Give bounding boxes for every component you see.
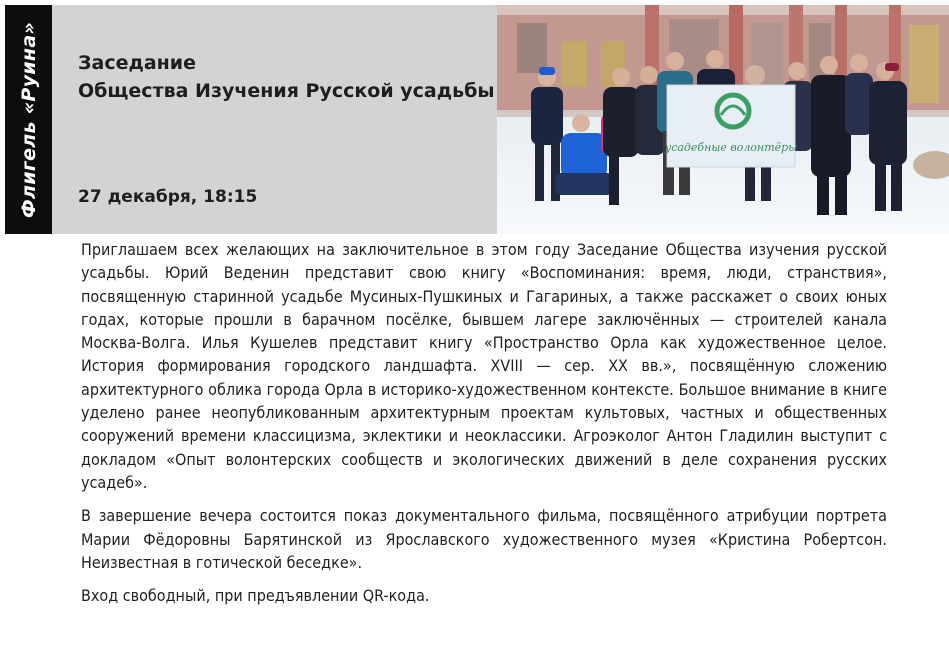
event-title-line2: Общества Изучения Русской усадьбы: [78, 80, 495, 102]
event-title-line1: Заседание: [78, 52, 196, 74]
description-paragraph-2: В завершение вечера состоится показ документального фильма, посвящённого атрибуции портрета Марии Фёдоровны Барятинской из Ярославского художественного музея «Кристина Робертсон. Неизвестная в готической беседке».: [81, 506, 887, 572]
admission-note: Вход свободный, при предъявлении QR-кода.: [81, 586, 430, 606]
banner-text: усадебные волонтёры: [664, 141, 798, 154]
event-date: 27 декабря, 18:15: [78, 187, 258, 207]
group-photo-illustration: [497, 5, 949, 234]
volunteer-banner: [664, 85, 797, 167]
event-header: [5, 5, 949, 234]
venue-label: Флигель «Руина»: [17, 21, 40, 218]
event-title: [78, 49, 495, 105]
description-paragraph-1: Приглашаем всех желающих на заключительное в этом году Заседание Общества изучения русской усадьбы. Юрий Веденин представит свою книгу «Воспоминания: время, люди, странствия», посвященную старинной усадьбе Мусиных-Пушкиных и Гагариных, а также расскажет о своих юных годах, которые прошли в барачном посёлке, бывшем лагере заключённых — строителей канала Москва-Волга. Илья Кушелев представит книгу «Пространство Орла как художественное целое. История формирования городского ландшафта. XVIII — сер. XX вв.», посвящённую сложению архитектурного облика города Орла в историко-художественном контексте. Большое внимание в книге уделено ранее неопубликованным архитектурным проектам культовых, частных и общественных сооружений времени классицизма, эклектики и неоклассики. Агроэколог Антон Гладилин выступит с докладом «Опыт волонтерских сообществ и экологических движений в деле сохранения русских усадеб».: [81, 240, 887, 492]
venue-label-bar: [5, 5, 52, 234]
event-description: [81, 238, 887, 617]
title-panel: [52, 5, 497, 234]
group-photo: [497, 5, 949, 234]
